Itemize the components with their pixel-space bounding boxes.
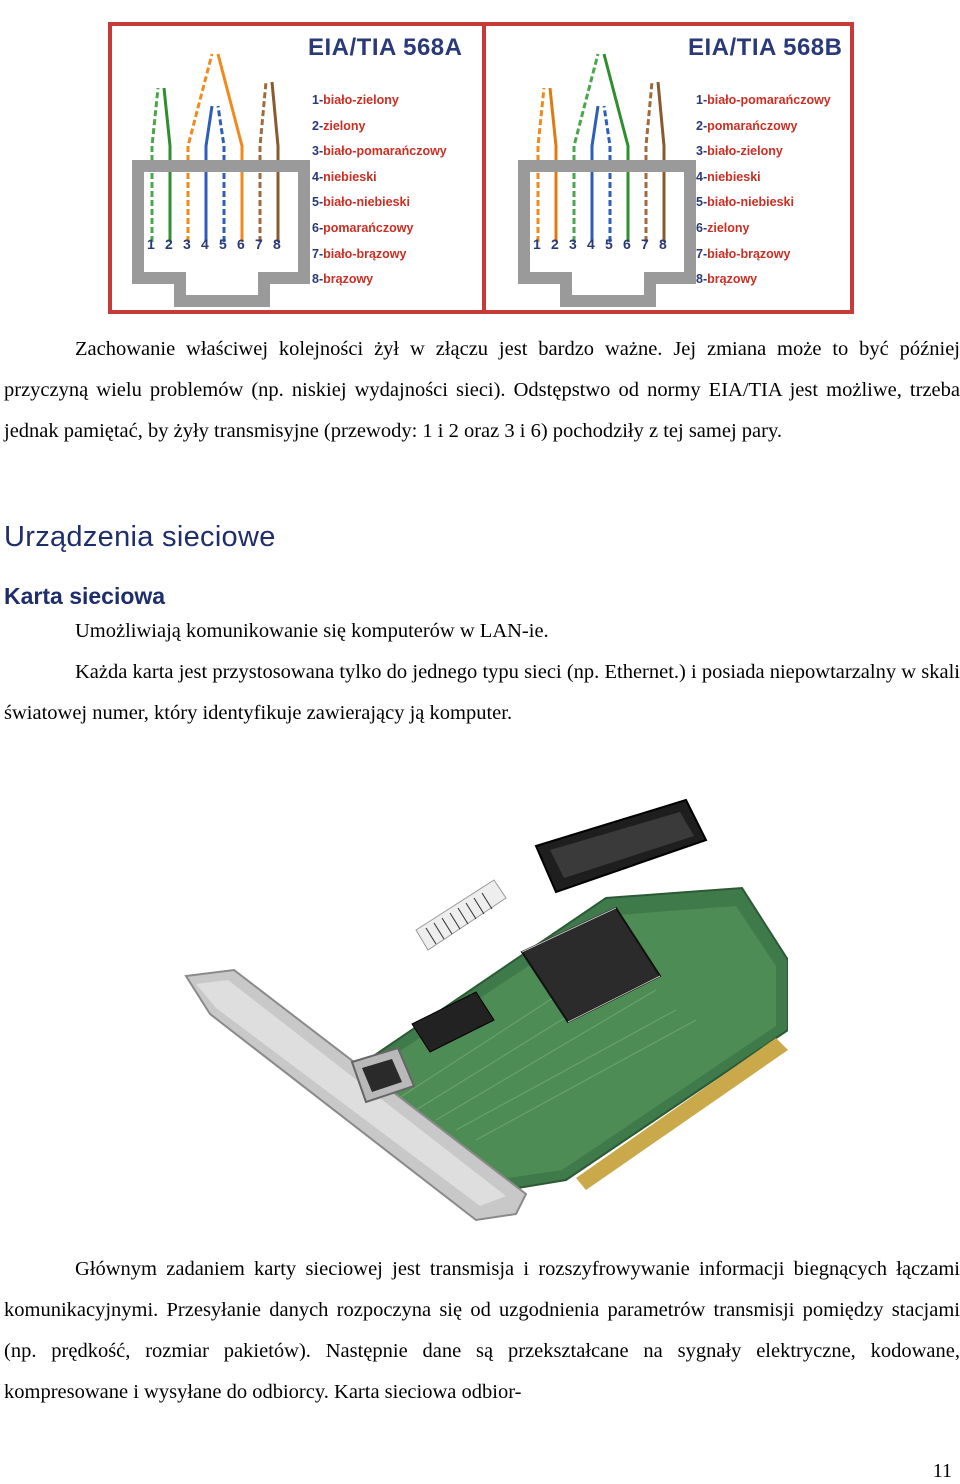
wire-number: 5- xyxy=(696,195,708,210)
pin-number: 1 xyxy=(147,236,155,252)
wire-legend-568b xyxy=(696,88,831,293)
paragraph-card-type xyxy=(4,652,960,734)
wire-line xyxy=(206,106,212,242)
wire-line xyxy=(592,106,598,242)
pin-number: 6 xyxy=(237,236,245,252)
wire-legend-item xyxy=(312,88,447,114)
paragraph-text: Umożliwiają komunikowanie się komputerów w LAN-ie. xyxy=(75,620,549,642)
pin-number: 4 xyxy=(587,236,595,252)
wire-color-label: niebieski xyxy=(323,169,377,184)
pin-number: 1 xyxy=(533,236,541,252)
wire-legend-item xyxy=(696,88,831,114)
wire-color-label: biało-niebieski xyxy=(707,195,794,210)
wire-legend-item xyxy=(696,165,831,191)
wire-number: 6- xyxy=(696,220,708,235)
pin-number: 7 xyxy=(641,236,649,252)
wire-color-label: pomarańczowy xyxy=(707,118,798,133)
wire-legend-item xyxy=(312,267,447,293)
wire-number: 1- xyxy=(312,93,324,107)
pin-number: 5 xyxy=(605,236,613,252)
rj45-connector-568b xyxy=(510,46,710,308)
wiring-diagram xyxy=(108,22,854,314)
wire-color-label: zielony xyxy=(323,118,366,133)
wire-legend-item xyxy=(696,190,831,216)
wire-color-label: biało-brązowy xyxy=(707,246,791,261)
pin-number: 8 xyxy=(659,236,667,252)
wire-number: 3- xyxy=(696,144,708,159)
wire-number: 8- xyxy=(696,272,708,287)
network-card-photo xyxy=(176,780,788,1240)
wire-legend-item xyxy=(696,242,831,268)
wire-legend-item xyxy=(696,267,831,293)
wire-color-label: biało-zielony xyxy=(707,144,783,159)
wire-number: 4- xyxy=(312,169,324,184)
paragraph-text: Zachowanie właściwej kolejności żył w złączu jest bardzo ważne. Jej zmiana może to być później przyczyną wielu problemów (np. niskiej wydajności sieci). Odstępstwo od normy EIA/TIA jest możliwe, trzeba jednak pamiętać, by żyły transmisyjne (przewody: 1 i 2 oraz 3 i 6) pochodziły z tej samej pary. xyxy=(4,338,960,442)
wire-legend-item xyxy=(696,139,831,165)
pin-number: 2 xyxy=(165,236,173,252)
wire-color-label: pomarańczowy xyxy=(323,220,414,235)
wire-line xyxy=(218,54,242,242)
wire-line xyxy=(604,106,610,242)
wire-number: 2- xyxy=(696,118,708,133)
wire-legend-item xyxy=(312,190,447,216)
pin-number: 7 xyxy=(255,236,263,252)
paragraph-text: Każda karta jest przystosowana tylko do jednego typu sieci (np. Ethernet.) i posiada niepowtarzalny w skali światowej numer, który identyfikuje zawierający ją komputer. xyxy=(4,661,960,724)
paragraph-wire-order xyxy=(4,329,960,452)
wire-color-label: biało-niebieski xyxy=(323,195,410,210)
pin-number: 6 xyxy=(623,236,631,252)
wire-line xyxy=(218,106,224,242)
pin-number: 5 xyxy=(219,236,227,252)
wire-color-label: brązowy xyxy=(707,272,758,287)
rj45-connector-568a xyxy=(124,46,324,308)
wire-number: 7- xyxy=(696,246,708,261)
wire-number: 3- xyxy=(312,144,324,159)
pin-number: 3 xyxy=(569,236,577,252)
wire-legend-item xyxy=(696,114,831,140)
wire-legend-item xyxy=(312,216,447,242)
pin-number: 4 xyxy=(201,236,209,252)
wire-legend-item xyxy=(312,114,447,140)
wire-number: 5- xyxy=(312,195,324,210)
paragraph-text: Głównym zadaniem karty sieciowej jest transmisja i rozszyfrowywanie informacji biegnących łączami komunikacyjnymi. Przesyłanie danych rozpoczyna się od uzgodnienia parametrów transmisji pomiędzy stacjami (np. prędkość, rozmiar pakietów). Następnie dane są przekształcane na sygnały elektryczne, kodowane, kompresowane i wysyłane do odbiorcy. Karta sieciowa odbior- xyxy=(4,1258,960,1403)
wire-number: 6- xyxy=(312,220,324,235)
wire-legend-568a xyxy=(312,88,447,293)
section-heading: Urządzenia sieciowe xyxy=(4,521,276,553)
page-number: 11 xyxy=(932,1460,952,1482)
wire-color-label: niebieski xyxy=(707,169,761,184)
paragraph-card-function xyxy=(4,1249,960,1413)
wire-line xyxy=(188,54,212,242)
wire-number: 8- xyxy=(312,272,324,287)
wire-legend-item xyxy=(696,216,831,242)
wire-number: 2- xyxy=(312,118,324,133)
wire-color-label: biało-zielony xyxy=(323,93,399,107)
wire-number: 4- xyxy=(696,169,708,184)
standard-title-568b: EIA/TIA 568B xyxy=(688,34,843,61)
wire-legend-item xyxy=(312,139,447,165)
wire-number: 1- xyxy=(696,93,708,107)
wire-color-label: brązowy xyxy=(323,272,374,287)
diagram-divider xyxy=(482,26,486,310)
wire-legend-item xyxy=(312,165,447,191)
wire-color-label: zielony xyxy=(707,220,750,235)
pin-number: 3 xyxy=(183,236,191,252)
pin-number: 2 xyxy=(551,236,559,252)
wire-line xyxy=(604,54,628,242)
standard-title-568a: EIA/TIA 568A xyxy=(308,34,463,61)
wire-color-label: biało-pomarańczowy xyxy=(323,144,447,159)
wire-color-label: biało-brązowy xyxy=(323,246,407,261)
wire-number: 7- xyxy=(312,246,324,261)
paragraph-lan xyxy=(4,611,960,652)
wire-color-label: biało-pomarańczowy xyxy=(707,93,831,107)
subsection-heading: Karta sieciowa xyxy=(4,583,166,609)
wire-legend-item xyxy=(312,242,447,268)
wire-line xyxy=(574,54,598,242)
pin-number: 8 xyxy=(273,236,281,252)
